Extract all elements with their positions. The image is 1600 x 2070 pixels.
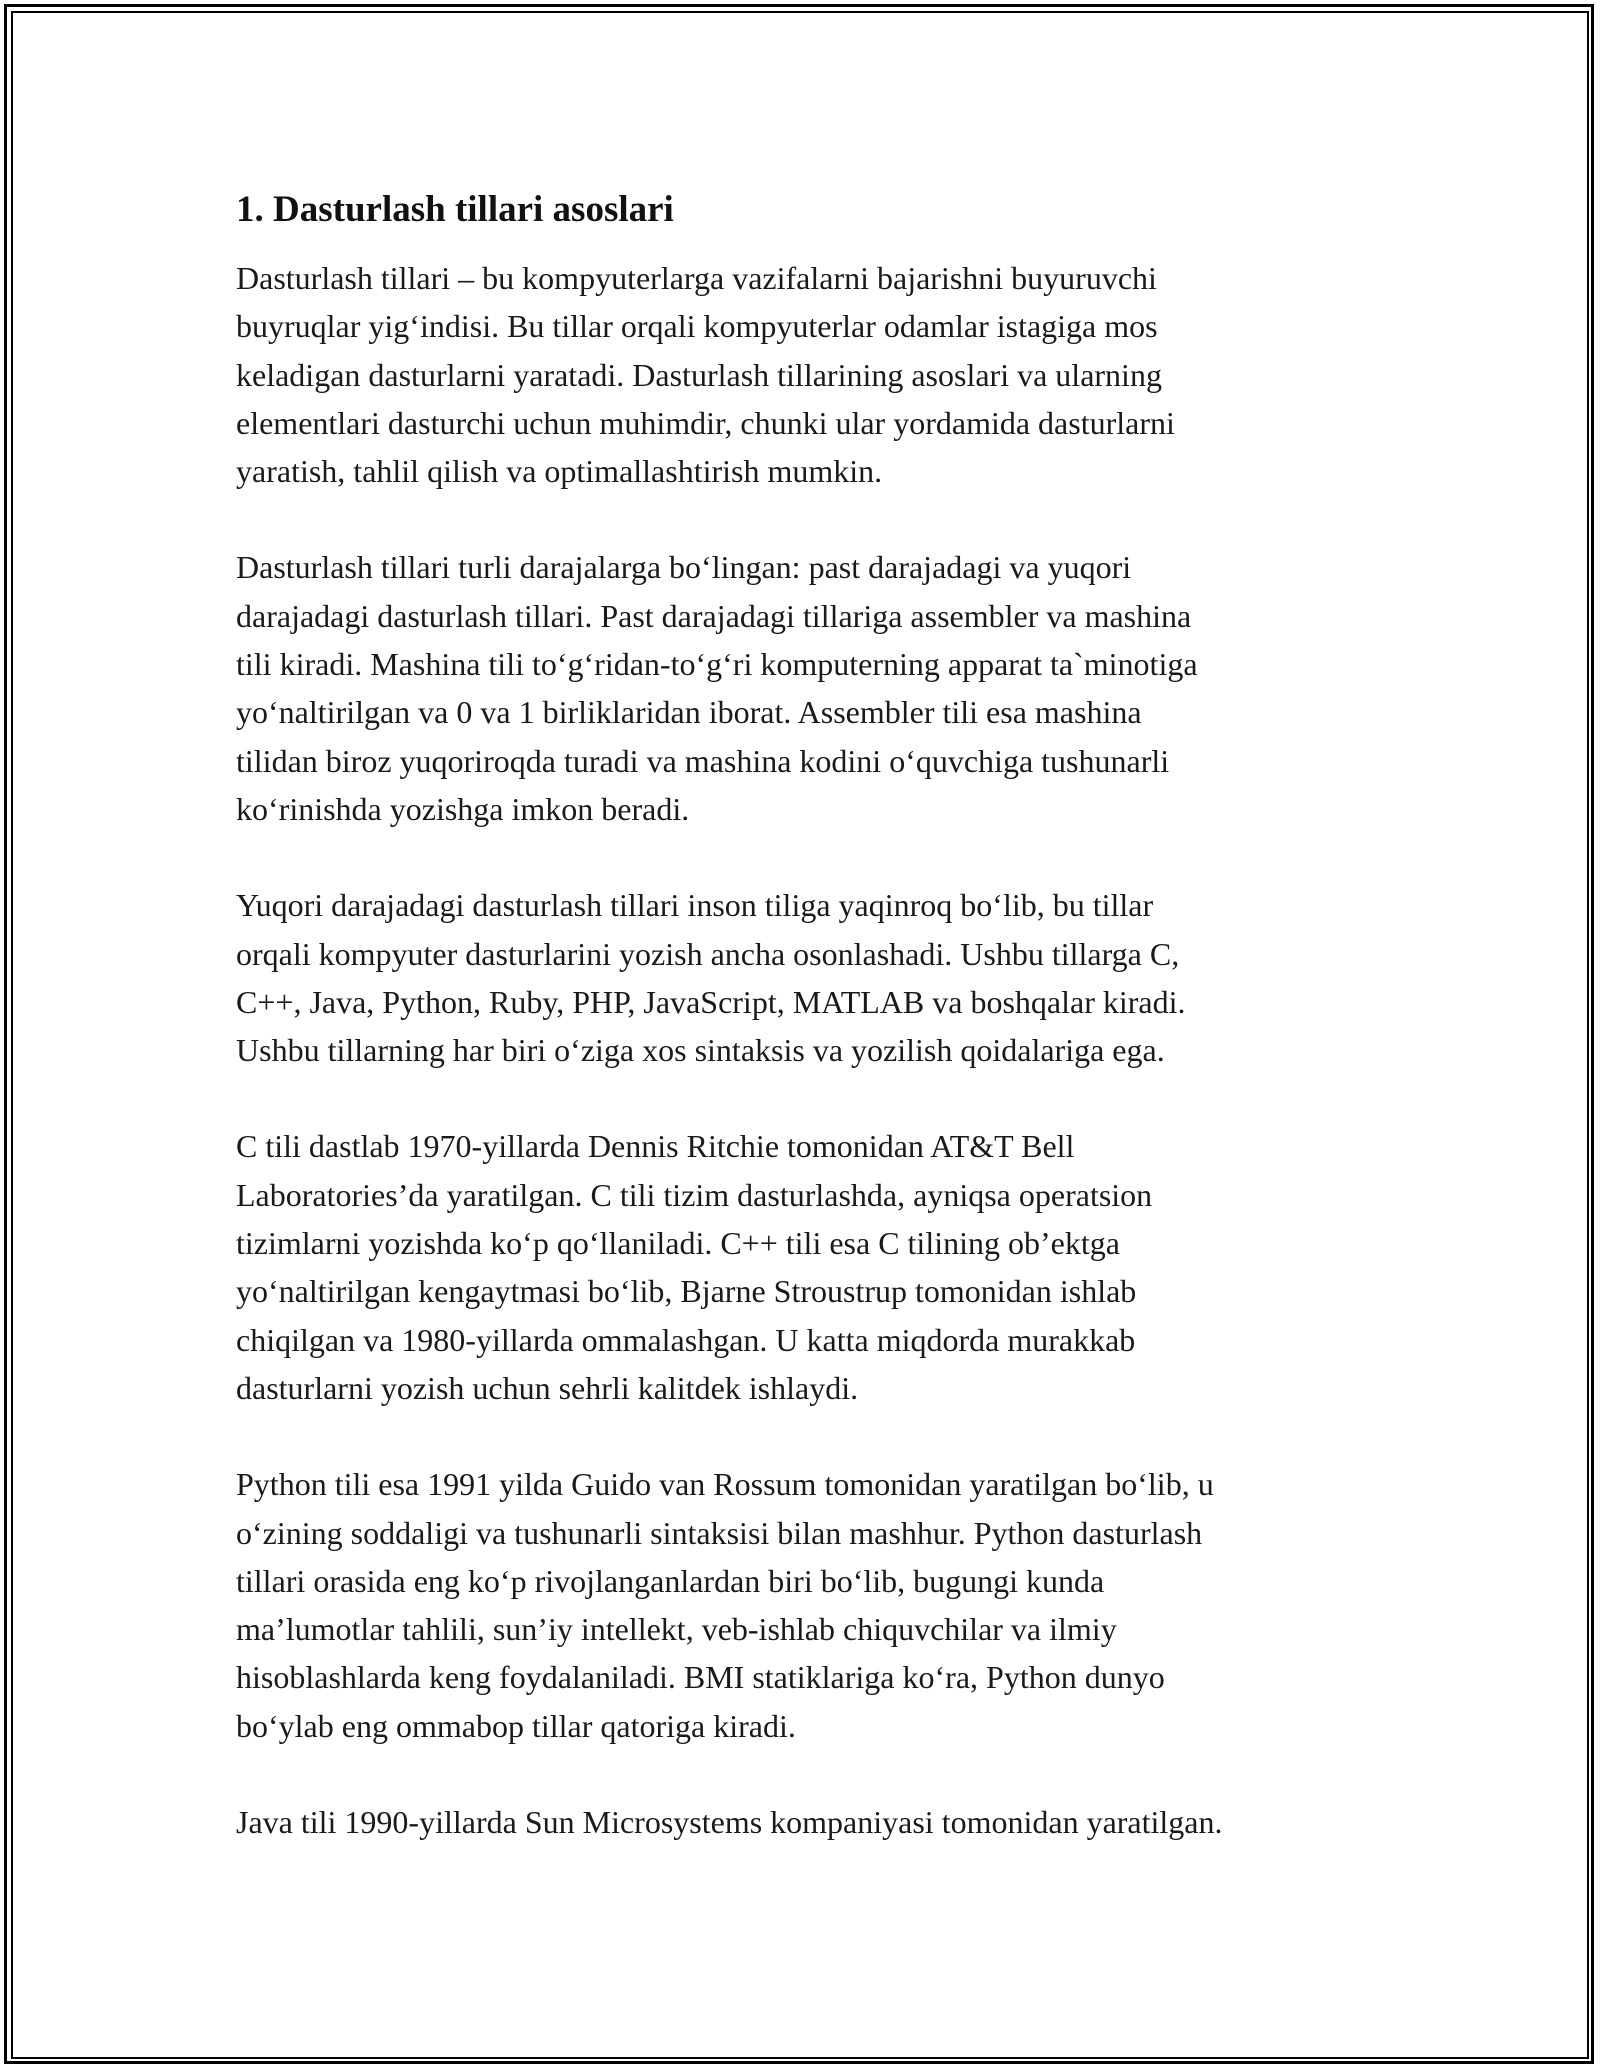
paragraph-line: C tili dastlab 1970-yillarda Dennis Ritchie tomonidan AT&T Bell <box>236 1128 1075 1165</box>
paragraph-line: Dasturlash tillari turli darajalarga bo‘lingan: past darajadagi va yuqori <box>236 549 1132 586</box>
section-heading: 1. Dasturlash tillari asoslari <box>236 189 674 230</box>
paragraph-line: tillari orasida eng ko‘p rivojlanganlardan biri bo‘lib, bugungi kunda <box>236 1562 1105 1599</box>
paragraph-line: ma’lumotlar tahlili, sun’iy intellekt, veb-ishlab chiquvchilar va ilmiy <box>236 1611 1117 1648</box>
paragraph-line: bo‘ylab eng ommabop tillar qatoriga kiradi. <box>236 1707 796 1744</box>
paragraph-line: elementlari dasturchi uchun muhimdir, chunki ular yordamida dasturlarni <box>236 404 1175 441</box>
paragraph-line: tilidan biroz yuqoriroqda turadi va mashina kodini o‘quvchiga tushunarli <box>236 742 1170 779</box>
paragraph-line: buyruqlar yig‘indisi. Bu tillar orqali kompyuterlar odamlar istagiga mos <box>236 308 1158 345</box>
document-body <box>236 186 1396 1894</box>
paragraph-6 <box>236 1798 1396 1846</box>
paragraph-5 <box>236 1460 1396 1750</box>
paragraph-line: yo‘naltirilgan kengaytmasi bo‘lib, Bjarne Stroustrup tomonidan ishlab <box>236 1273 1137 1310</box>
paragraph-line: yaratish, tahlil qilish va optimallashtirish mumkin. <box>236 453 883 490</box>
paragraph-line: Java tili 1990-yillarda Sun Microsystems kompaniyasi tomonidan yaratilgan. <box>236 1804 1223 1841</box>
paragraph-line: yo‘naltirilgan va 0 va 1 birliklaridan iborat. Assembler tili esa mashina <box>236 694 1142 731</box>
paragraph-2 <box>236 543 1396 833</box>
paragraph-line: C++, Java, Python, Ruby, PHP, JavaScript, MATLAB va boshqalar kiradi. <box>236 983 1186 1020</box>
paragraph-4 <box>236 1122 1396 1412</box>
paragraph-1 <box>236 254 1396 495</box>
paragraph-line: ko‘rinishda yozishga imkon beradi. <box>236 790 690 827</box>
paragraph-line: chiqilgan va 1980-yillarda ommalashgan. U katta miqdorda murakkab <box>236 1321 1136 1358</box>
paragraph-line: tizimlarni yozishda ko‘p qo‘llaniladi. C++ tili esa C tilining ob’ektga <box>236 1225 1120 1262</box>
paragraph-line: Yuqori darajadagi dasturlash tillari inson tiliga yaqinroq bo‘lib, bu tillar <box>236 887 1154 924</box>
paragraph-line: Laboratories’da yaratilgan. C tili tizim dasturlashda, ayniqsa operatsion <box>236 1176 1153 1213</box>
paragraph-line: dasturlarni yozish uchun sehrli kalitdek ishlaydi. <box>236 1369 859 1406</box>
paragraph-line: orqali kompyuter dasturlarini yozish ancha osonlashadi. Ushbu tillarga C, <box>236 935 1180 972</box>
paragraph-line: keladigan dasturlarni yaratadi. Dasturlash tillarining asoslari va ularning <box>236 356 1162 393</box>
paragraph-line: Dasturlash tillari – bu kompyuterlarga vazifalarni bajarishni buyuruvchi <box>236 260 1157 296</box>
paragraph-line: Ushbu tillarning har biri o‘ziga xos sintaksis va yozilish qoidalariga ega. <box>236 1032 1165 1069</box>
paragraph-line: o‘zining soddaligi va tushunarli sintaksisi bilan mashhur. Python dasturlash <box>236 1514 1203 1551</box>
paragraph-line: hisoblashlarda keng foydalaniladi. BMI statiklariga ko‘ra, Python dunyo <box>236 1659 1165 1696</box>
paragraph-line: tili kiradi. Mashina tili to‘g‘ridan-to‘g‘ri komputerning apparat ta`minotiga <box>236 646 1198 683</box>
paragraph-line: Python tili esa 1991 yilda Guido van Rossum tomonidan yaratilgan bo‘lib, u <box>236 1466 1214 1503</box>
paragraph-3 <box>236 881 1396 1074</box>
paragraph-line: darajadagi dasturlash tillari. Past darajadagi tillariga assembler va mashina <box>236 597 1192 634</box>
